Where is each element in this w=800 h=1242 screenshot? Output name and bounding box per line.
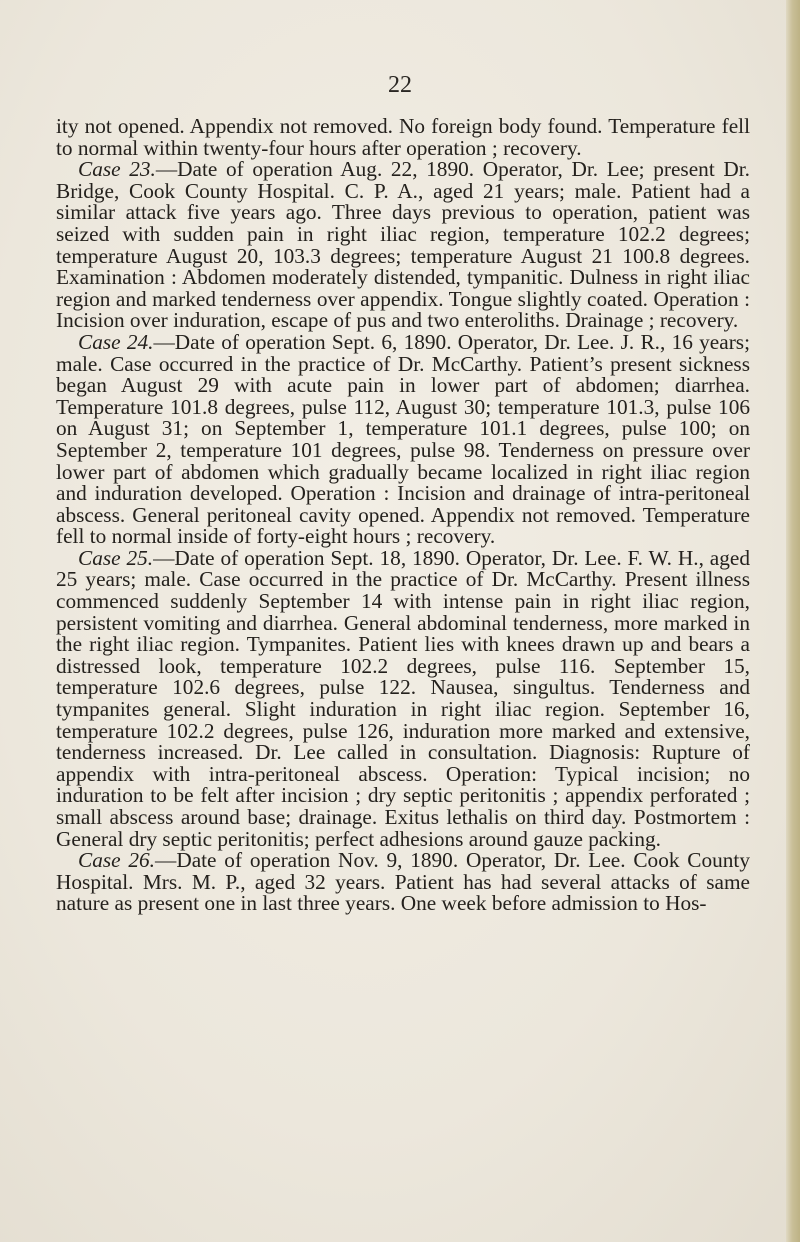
page-edge	[786, 0, 800, 1242]
page-number: 22	[388, 72, 412, 98]
case-paragraph	[56, 850, 750, 915]
case-label: Case 24.	[78, 329, 154, 354]
paragraph-text: —Date of operation Aug. 22, 1890. Operator, Dr. Lee; present Dr. Bridge, Cook County Hospital. C. P. A., aged 21 years; male. Patient had a similar attack five years ago. Three days previous to operation, patient was seized with sudden pain in right iliac region, temperature 102.2 degrees; temperature August 20, 103.3 degrees; temperature August 21 100.8 degrees. Examination : Abdomen moderately distended, tympanitic. Dulness in right iliac region and marked tenderness over appendix. Tongue slightly coated. Operation : Incision over induration, escape of pus and two enteroliths. Drainage ; recovery.	[56, 157, 750, 333]
paragraph-text: —Date of operation Nov. 9, 1890. Operator, Dr. Lee. Cook County Hospital. Mrs. M. P., aged 32 years. Patient has had several attacks of same nature as present one in last three years. One week before admission to Hos-	[56, 848, 750, 916]
case-label: Case 25.	[78, 545, 154, 570]
case-paragraph	[56, 329, 750, 549]
case-label: Case 26.	[78, 848, 156, 873]
paragraph-continuation	[56, 116, 750, 159]
case-label: Case 23.	[78, 157, 156, 182]
body-text	[56, 116, 750, 915]
paragraph-text: —Date of operation Sept. 18, 1890. Operator, Dr. Lee. F. W. H., aged 25 years; male. Case occurred in the practice of Dr. McCarthy. Present illness commenced suddenly September 14 with intense pain in right iliac region, persistent vomiting and diarrhea. General abdominal tenderness, more marked in the right iliac region. Tympanites. Patient lies with knees drawn up and bears a distressed look, temperature 102.2 degrees, pulse 116. September 15, temperature 102.6 degrees, pulse 122. Nausea, singultus. Tenderness and tympanites general. Slight induration in right iliac region. September 16, temperature 102.2 degrees, pulse 126, induration more marked and extensive, tenderness increased. Dr. Lee called in consultation. Diagnosis: Rupture of appendix with intra-peritoneal abscess. Operation: Typical incision; no induration to be felt after incision ; dry septic peritonitis ; appendix perforated ; small abscess around base; drainage. Exitus lethalis on third day. Postmortem : General dry septic peritonitis; perfect adhesions around gauze packing.	[56, 545, 750, 851]
case-paragraph	[56, 545, 750, 851]
paragraph-text: ity not opened. Appendix not removed. No foreign body found. Temperature fell to normal within twenty-four hours after operation ; recovery.	[56, 114, 750, 160]
paragraph-text: —Date of operation Sept. 6, 1890. Operator, Dr. Lee. J. R., 16 years; male. Case occurred in the practice of Dr. McCarthy. Patient’s present sickness began August 29 with acute pain in lower part of abdomen; diarrhea. Temperature 101.8 degrees, pulse 112, August 30; temperature 101.3, pulse 106 on August 31; on September 1, temperature 101.1 degrees, pulse 100; on September 2, temperature 101 degrees, pulse 98. Tenderness on pressure over lower part of abdomen which gradually became localized in right iliac region and induration developed. Operation : Incision and drainage of intra-peritoneal abscess. General peritoneal cavity opened. Appendix not removed. Temperature fell to normal inside of forty-eight hours ; recovery.	[56, 329, 750, 549]
case-paragraph	[56, 159, 750, 332]
